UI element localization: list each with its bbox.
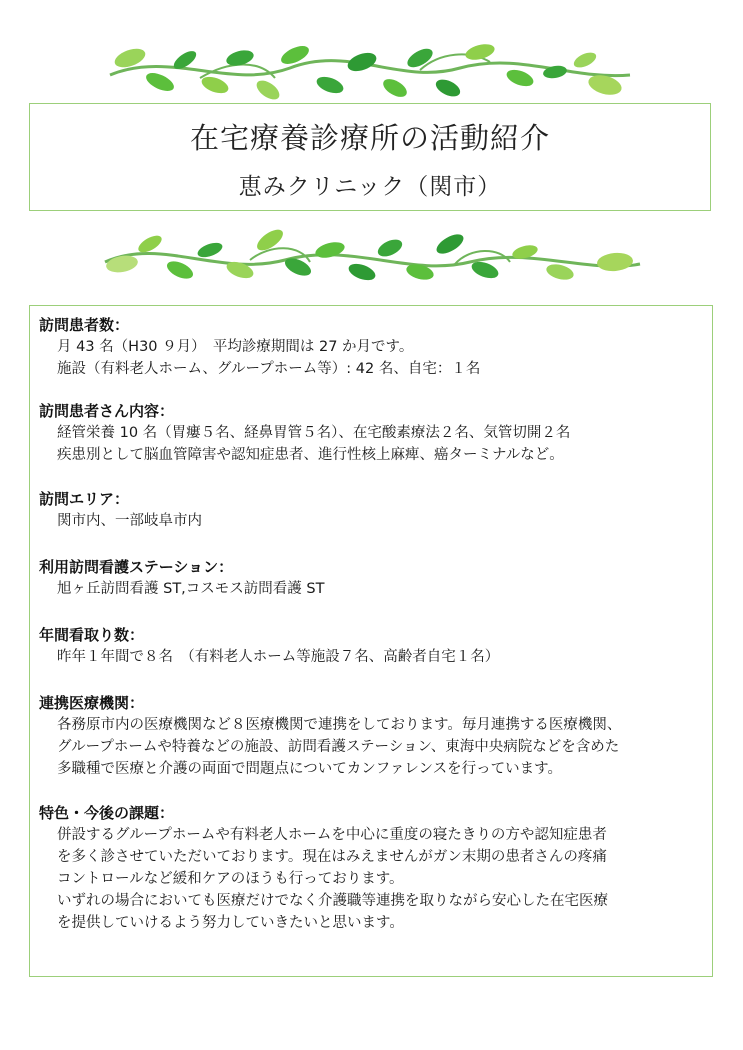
section-line: を多く診させていただいております。現在はみえませんがガン末期の患者さんの疼痛 [57, 849, 607, 865]
section-line: コントロールなど緩和ケアのほうも行っております。 [57, 871, 404, 887]
section-line: 併設するグループホームや有料老人ホームを中心に重度の寝たきりの方や認知症患者 [57, 827, 607, 843]
section-line: 経管栄養 10 名（胃瘻５名、経鼻胃管５名）、在宅酸素療法２名、気管切開２名 [57, 425, 571, 441]
section-line: を提供していけるよう努力していきたいと思います。 [57, 915, 404, 931]
section-heading: 訪問エリア： [39, 490, 130, 508]
leaf-cluster-icon [105, 226, 634, 284]
title-box [29, 103, 711, 211]
section-line: 各務原市内の医療機関など８医療機関で連携をしております。毎月連携する医療機関、 [57, 717, 622, 733]
section-heading: 特色・今後の課題： [39, 804, 175, 822]
section-end-of-life-care [39, 624, 704, 668]
section-heading: 訪問患者数： [39, 316, 130, 334]
vine-top-decoration [0, 30, 743, 100]
section-line: 月 43 名（H30 ９月） 平均診療期間は 27 か月です。 [57, 339, 414, 355]
vine-middle-decoration [0, 222, 743, 288]
section-heading: 訪問患者さん内容： [39, 402, 175, 420]
section-heading: 連携医療機関： [39, 694, 145, 712]
section-patient-details [39, 400, 704, 466]
section-heading: 年間看取り数： [39, 626, 145, 644]
leaf-cluster-icon [112, 41, 624, 100]
section-line: 関市内、一部岐阜市内 [57, 513, 202, 529]
section-line: 疾患別として脳血管障害や認知症患者、進行性核上麻痺、癌ターミナルなど。 [57, 447, 564, 463]
section-line: 旭ヶ丘訪問看護 ST,コスモス訪問看護 ST [57, 581, 325, 597]
section-line: 多職種で医療と介護の両面で問題点についてカンファレンスを行っています。 [57, 761, 562, 777]
section-features-and-issues [39, 802, 704, 934]
activity-details-box [29, 305, 713, 977]
clinic-name: 恵みクリニック（関市） [238, 174, 502, 200]
section-visit-area [39, 488, 704, 532]
section-heading: 利用訪問看護ステーション： [39, 558, 234, 576]
section-line: いずれの場合においても医療だけでなく介護職等連携を取りながら安心した在宅医療 [57, 893, 608, 909]
section-line: 施設（有料老人ホーム、グループホーム等）: 42 名、自宅：１名 [57, 361, 481, 377]
section-nursing-station [39, 556, 704, 600]
section-line: 昨年１年間で８名 （有料老人ホーム等施設７名、高齢者自宅１名） [57, 649, 500, 665]
page-title: 在宅療養診療所の活動紹介 [189, 121, 550, 155]
section-partner-institutions [39, 692, 704, 780]
section-patient-count [39, 314, 704, 380]
section-line: グループホームや特養などの施設、訪問看護ステーション、東海中央病院などを含めた [57, 739, 620, 755]
